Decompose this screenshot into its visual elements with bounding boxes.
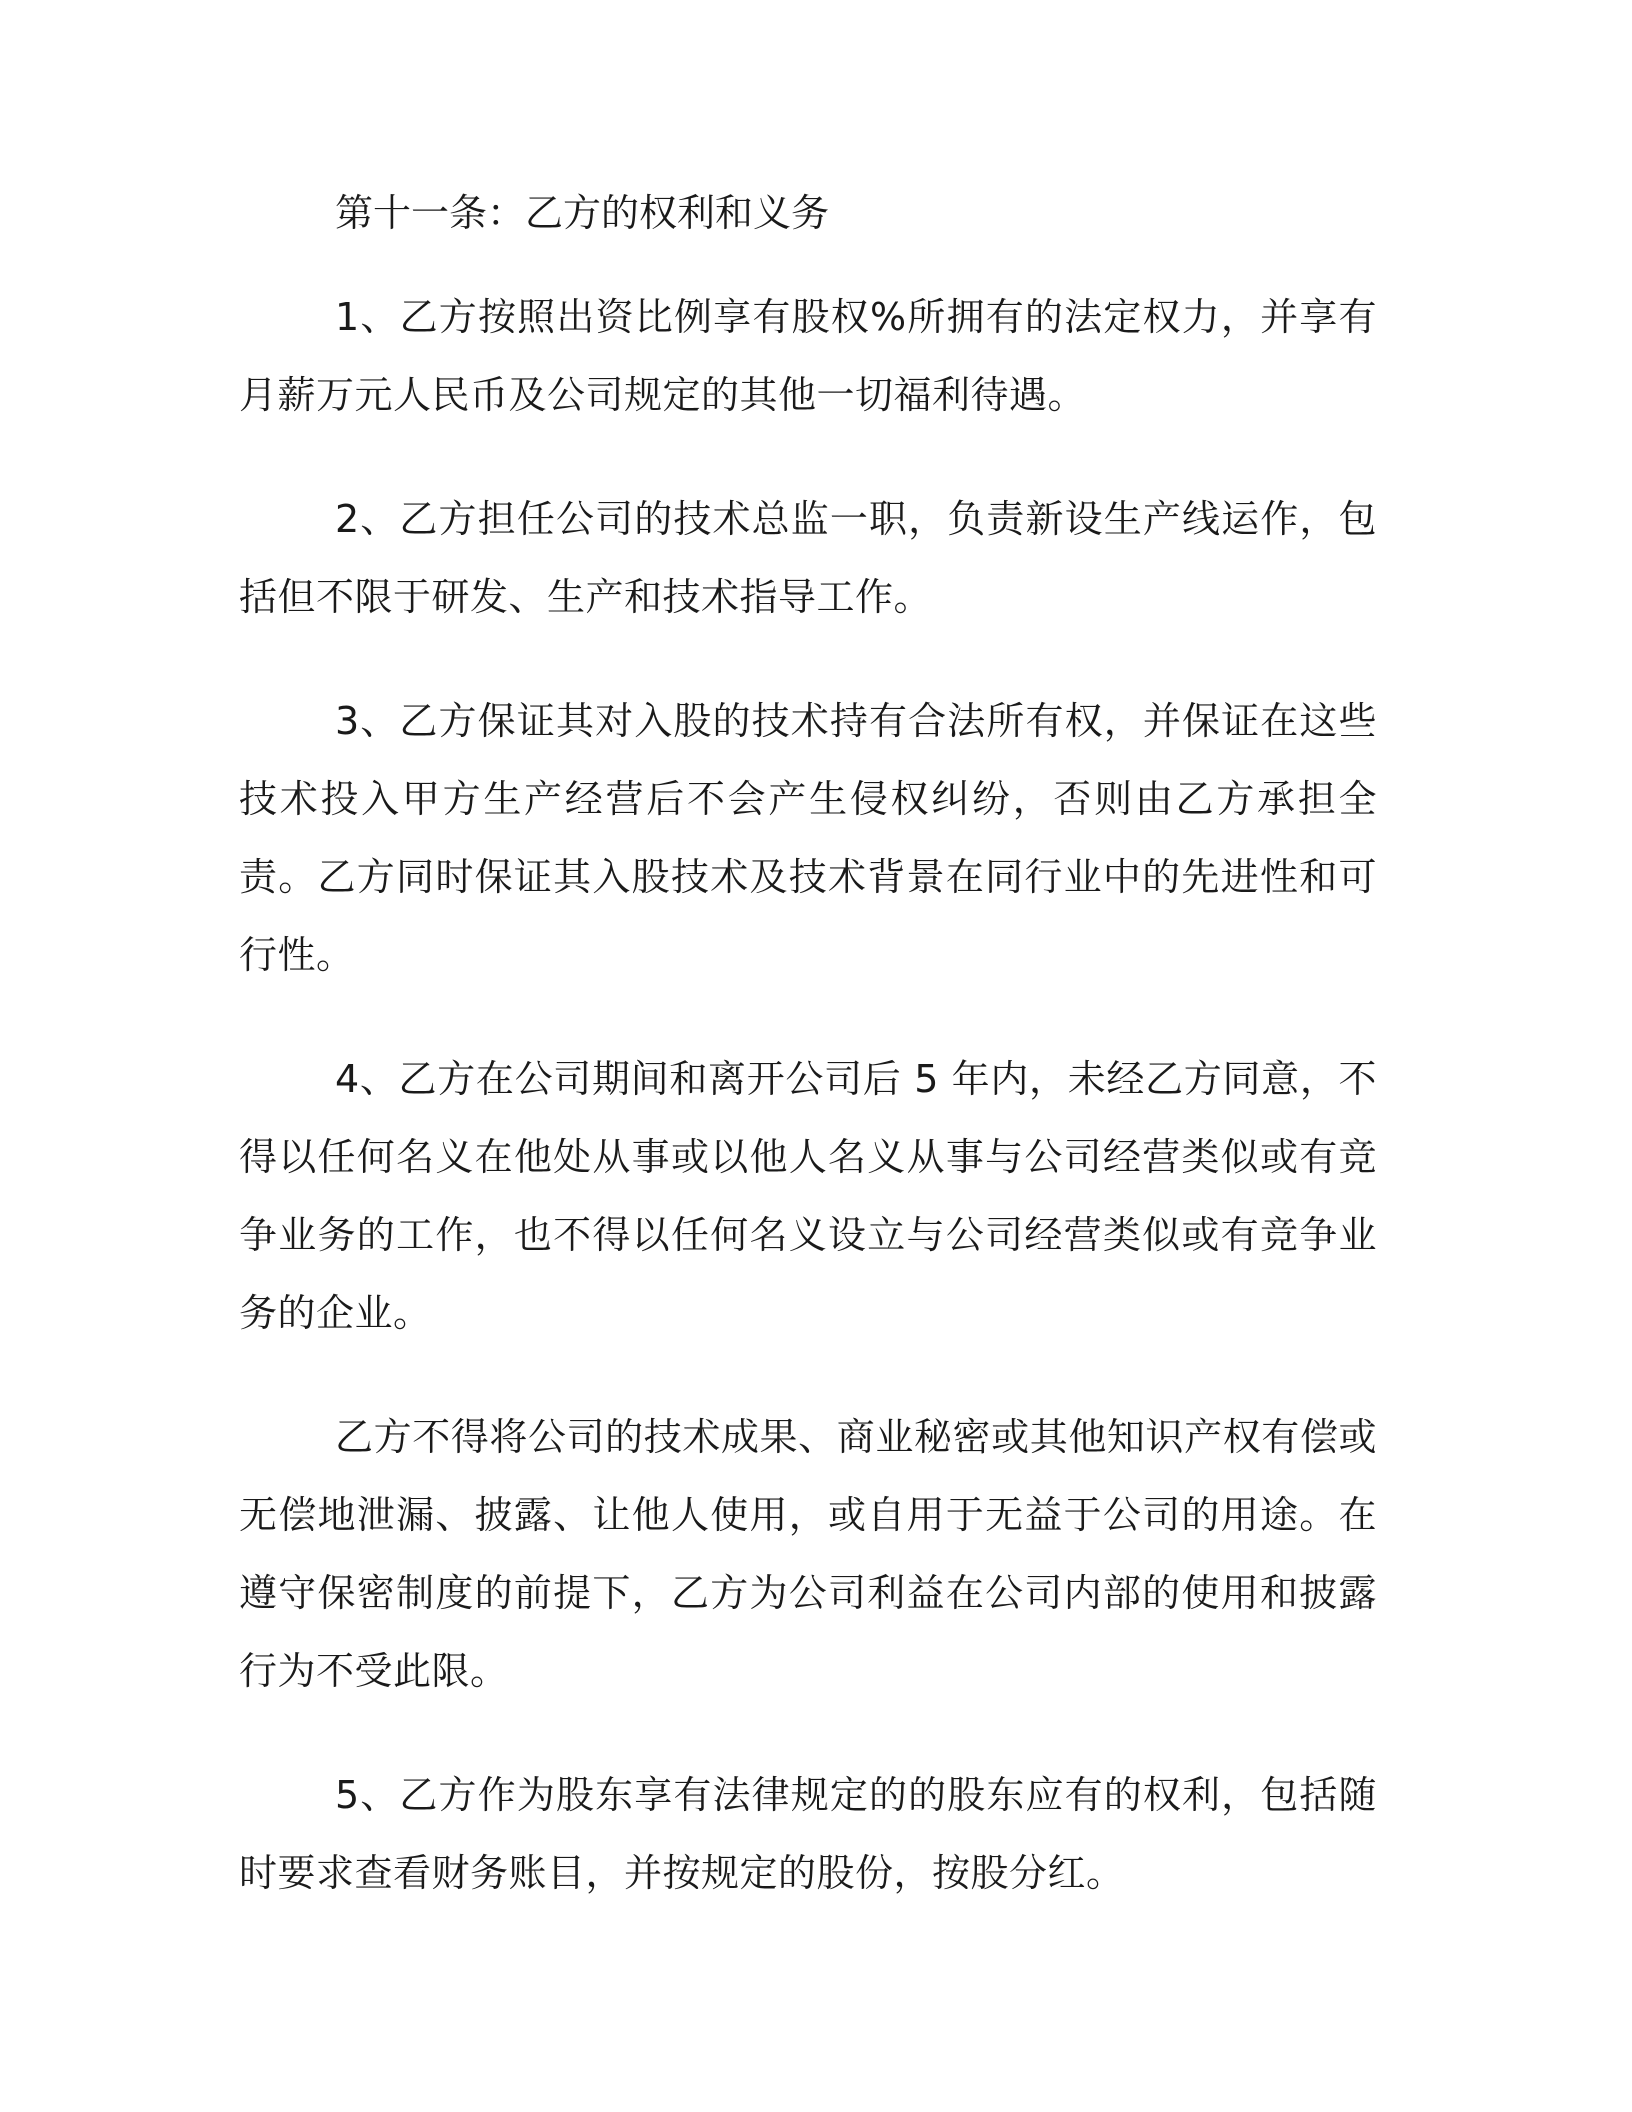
clause-paragraph-2: 2、乙方担任公司的技术总监一职，负责新设生产线运作，包括但不限于研发、生产和技术指导工作。 <box>239 497 1377 619</box>
clause-paragraph-5: 5、乙方作为股东享有法律规定的的股东应有的权利，包括随时要求查看财务账目，并按规定的股份，按股分红。 <box>239 1773 1377 1895</box>
clause-paragraph-4: 4、乙方在公司期间和离开公司后 5 年内，未经乙方同意，不得以任何名义在他处从事或以他人名义从事与公司经营类似或有竞争业务的工作，也不得以任何名义设立与公司经营类似或有竞争业务的企业。 <box>239 1057 1377 1335</box>
clause-paragraph-1: 1、乙方按照出资比例享有股权%所拥有的法定权力，并享有月薪万元人民币及公司规定的其他一切福利待遇。 <box>239 295 1377 417</box>
article-heading: 第十一条：乙方的权利和义务 <box>335 191 830 235</box>
clause-paragraph-3: 3、乙方保证其对入股的技术持有合法所有权，并保证在这些技术投入甲方生产经营后不会产生侵权纠纷，否则由乙方承担全责。乙方同时保证其入股技术及技术背景在同行业中的先进性和可行性。 <box>239 699 1377 977</box>
confidentiality-paragraph: 乙方不得将公司的技术成果、商业秘密或其他知识产权有偿或无偿地泄漏、披露、让他人使用，或自用于无益于公司的用途。在遵守保密制度的前提下，乙方为公司利益在公司内部的使用和披露行为不受此限。 <box>239 1415 1377 1693</box>
document-body <box>239 188 1377 1958</box>
